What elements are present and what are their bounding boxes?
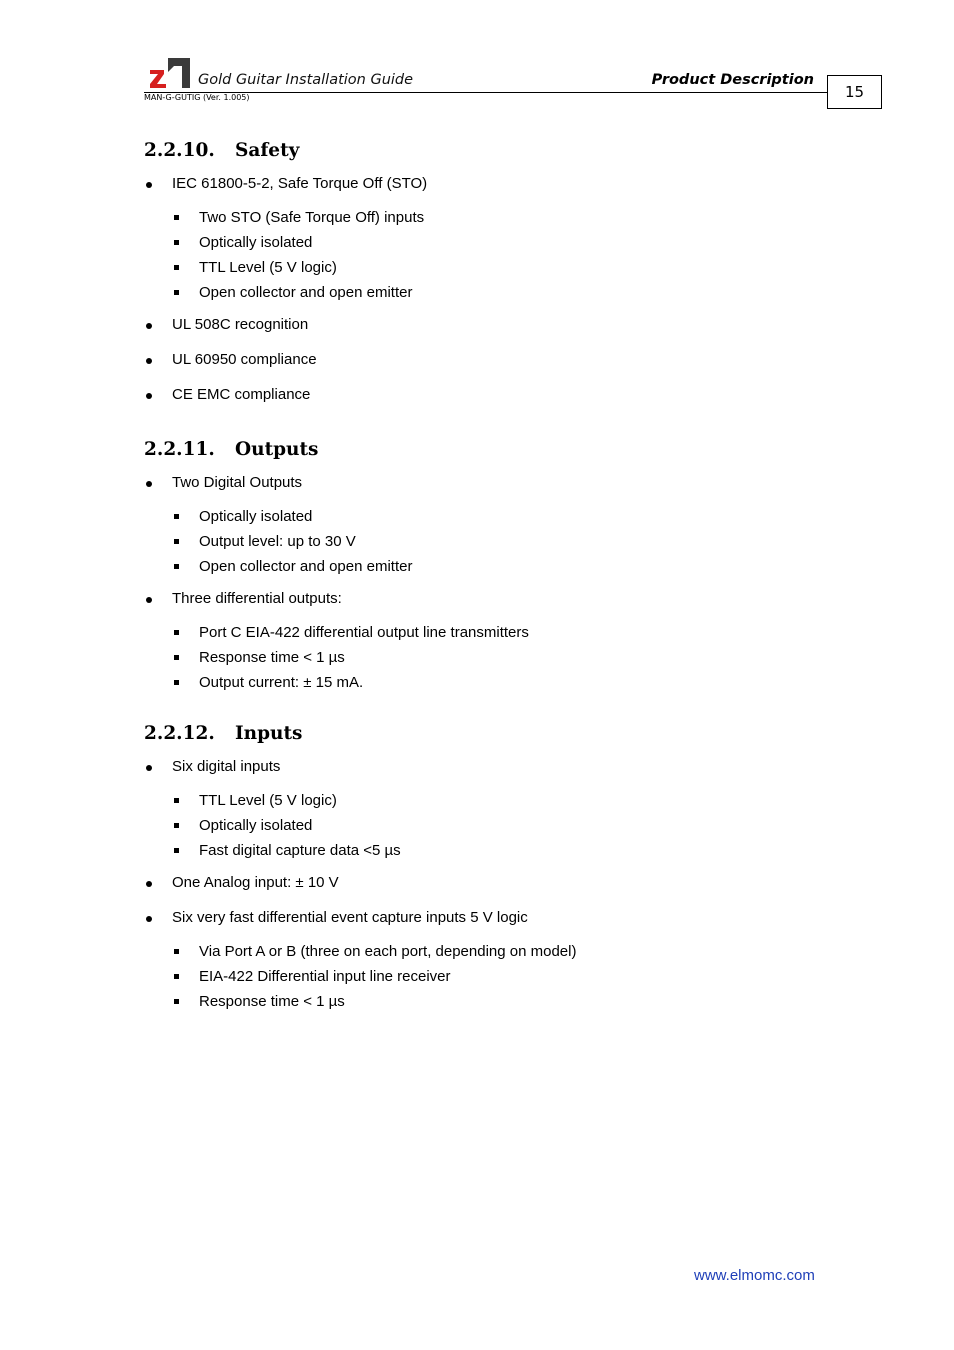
list-item: Three differential outputs: (172, 590, 342, 607)
bullet-square (174, 564, 179, 569)
sub-list-item: Open collector and open emitter (199, 558, 413, 575)
sub-list-item: Optically isolated (199, 234, 313, 251)
bullet-square (174, 215, 179, 220)
list-item: UL 508C recognition (172, 316, 309, 333)
bullet-square (174, 514, 179, 519)
bullet-square (174, 823, 179, 828)
bullet-dot (146, 881, 152, 887)
sub-list-item: Output current: ± 15 mA. (199, 674, 364, 691)
bullet-square (174, 630, 179, 635)
section-number: 2.2.11. (144, 439, 215, 460)
list-item: One Analog input: ± 10 V (172, 874, 339, 891)
list-item: CE EMC compliance (172, 386, 311, 403)
bullet-dot (146, 323, 152, 329)
sub-list-item: Port C EIA-422 differential output line transmitters (199, 624, 529, 641)
sub-list-item: Response time < 1 µs (199, 993, 345, 1010)
section-title: Outputs (235, 439, 319, 460)
bullet-square (174, 290, 179, 295)
bullet-square (174, 240, 179, 245)
sub-list-item: Open collector and open emitter (199, 284, 413, 301)
list-item: Six digital inputs (172, 758, 281, 775)
section-title: Safety (235, 140, 300, 161)
list-item: Six very fast differential event capture inputs 5 V logic (172, 909, 528, 926)
sub-list-item: Output level: up to 30 V (199, 533, 356, 550)
section-heading-safety (144, 140, 299, 161)
sub-list-item: TTL Level (5 V logic) (199, 259, 337, 276)
document-code: MAN-G-GUTIG (Ver. 1.005) (144, 93, 250, 102)
section-title: Inputs (235, 723, 303, 744)
sub-list-item: Optically isolated (199, 817, 313, 834)
sub-list-item: Optically isolated (199, 508, 313, 525)
section-heading-inputs (144, 723, 302, 744)
bullet-square (174, 848, 179, 853)
section-number: 2.2.10. (144, 140, 215, 161)
sub-list-item: Two STO (Safe Torque Off) inputs (199, 209, 425, 226)
website-link[interactable]: www.elmomc.com (694, 1267, 815, 1284)
bullet-dot (146, 182, 152, 188)
section-number: 2.2.12. (144, 723, 215, 744)
bullet-dot (146, 481, 152, 487)
bullet-square (174, 999, 179, 1004)
bullet-square (174, 265, 179, 270)
bullet-dot (146, 393, 152, 399)
page-number: 15 (827, 75, 882, 109)
list-item: IEC 61800-5-2, Safe Torque Off (STO) (172, 175, 428, 192)
list-item: Two Digital Outputs (172, 474, 303, 491)
header-section-label: Product Description (651, 72, 814, 88)
bullet-dot (146, 358, 152, 364)
bullet-square (174, 655, 179, 660)
bullet-square (174, 949, 179, 954)
bullet-square (174, 680, 179, 685)
sub-list-item: Via Port A or B (three on each port, depending on model) (199, 943, 577, 960)
bullet-dot (146, 597, 152, 603)
sub-list-item: Response time < 1 µs (199, 649, 345, 666)
sub-list-item: Fast digital capture data <5 µs (199, 842, 401, 859)
bullet-square (174, 798, 179, 803)
bullet-square (174, 539, 179, 544)
bullet-dot (146, 765, 152, 771)
section-heading-outputs (144, 439, 318, 460)
sub-list-item: TTL Level (5 V logic) (199, 792, 337, 809)
document-title: Gold Guitar Installation Guide (198, 72, 414, 88)
bullet-dot (146, 916, 152, 922)
list-item: UL 60950 compliance (172, 351, 317, 368)
elmo-logo (148, 58, 190, 88)
bullet-square (174, 974, 179, 979)
sub-list-item: EIA-422 Differential input line receiver (199, 968, 451, 985)
